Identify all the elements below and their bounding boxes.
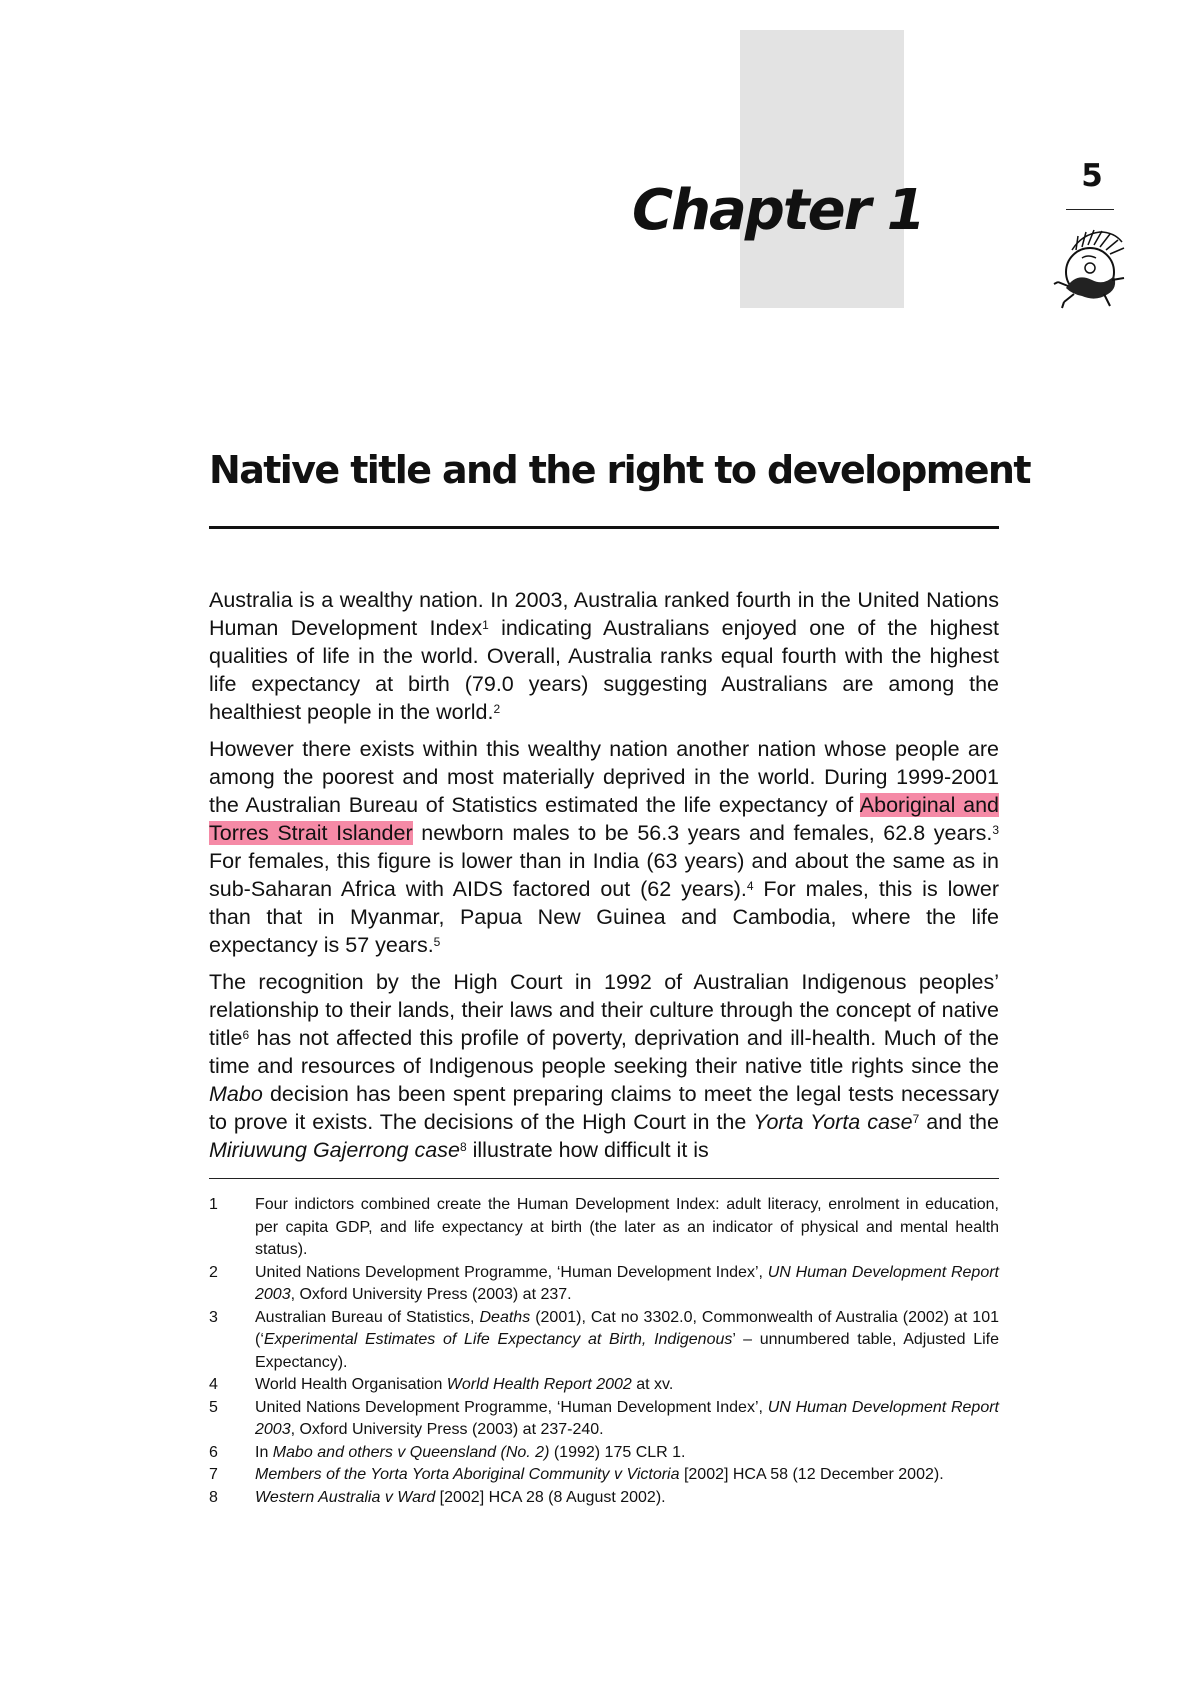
text-run: , Oxford University Press (2003) at 237-240. xyxy=(290,1421,604,1438)
text-run: Four indictors combined create the Human Development Index: adult literacy, enrolment in education, per capita GDP, and life expectancy at birth (the later as an indicator of physical and mental health status). xyxy=(255,1196,999,1258)
footnote-ref: 4 xyxy=(746,879,754,893)
text-run: (2001), Cat no 3302.0, Commonwealth of Australia (2002) at 101 (‘ xyxy=(255,1308,999,1348)
italic-title: Members of the Yorta Yorta Aboriginal Community v Victoria xyxy=(255,1466,680,1483)
text-run: For males, this is lower than that in Myanmar, Papua New Guinea and Cambodia, where the life expectancy is 57 years. xyxy=(209,877,999,957)
footnote-divider xyxy=(209,1178,999,1179)
text-run: newborn males to be 56.3 years and females, 62.8 years. xyxy=(412,821,993,845)
footnote-text xyxy=(255,1464,999,1487)
footnote-number: 6 xyxy=(209,1443,218,1461)
footnotes xyxy=(209,1194,999,1509)
footnote-number: 8 xyxy=(209,1488,218,1506)
text-run: indicating Australians enjoyed one of the highest qualities of life in the world. Overall, Australia ranks equal fourth with the highest life expectancy at birth (79.0 years) suggesting Australians are among the healthiest people in the world. xyxy=(209,616,1000,724)
footnote xyxy=(209,1307,999,1375)
text-run: (1992) 175 CLR 1. xyxy=(549,1443,686,1461)
text-run: has not affected this profile of poverty, deprivation and ill-health. Much of the time and resources of Indigenous people seeking their native title rights since the xyxy=(209,1026,999,1078)
paragraph xyxy=(209,586,999,726)
text-run: For females, this figure is lower than in India (63 years) and about the same as in sub-Saharan Africa with AIDS factored out (62 years). xyxy=(209,849,999,901)
text-run: Australian Bureau of Statistics, xyxy=(255,1308,480,1326)
footnote-text xyxy=(255,1487,999,1510)
footnote-ref: 7 xyxy=(912,1112,920,1126)
text-run: However there exists within this wealthy nation another nation whose people are among the poorest and most materially deprived in the world. During 1999-2001 the Australian Bureau of Statistics estimated the life expectancy of xyxy=(209,737,999,817)
footnote-ref: 1 xyxy=(482,618,489,632)
footnote-text xyxy=(255,1307,999,1375)
footnote-number: 1 xyxy=(209,1196,218,1213)
chapter-tab-background xyxy=(740,30,904,308)
text-run: at xv. xyxy=(631,1376,674,1393)
footnote xyxy=(209,1487,999,1510)
text-run: and the xyxy=(919,1110,999,1134)
italic-title: Deaths xyxy=(479,1308,531,1326)
chapter-label: Chapter 1 xyxy=(632,178,924,243)
footnote xyxy=(209,1442,999,1465)
footnote xyxy=(209,1397,999,1442)
text-run: In xyxy=(255,1443,273,1461)
footnote-text xyxy=(255,1397,999,1442)
footnote-text xyxy=(255,1194,999,1262)
footnote-number: 3 xyxy=(209,1308,218,1326)
footnote-number: 5 xyxy=(209,1398,218,1416)
text-run: decision has been spent preparing claims to meet the legal tests necessary to prove it exists. The decisions of the High Court in the xyxy=(209,1082,999,1134)
footnote-ref: 5 xyxy=(433,935,441,949)
italic-case-name: Mabo xyxy=(209,1082,263,1106)
lizard-emblem-icon xyxy=(1052,228,1128,312)
text-run: ’ – unnumbered table, Adjusted Life Expectancy). xyxy=(255,1331,1000,1371)
text-run: illustrate how difficult it is xyxy=(466,1138,709,1162)
highlighted-text: Aboriginal and Torres Strait Islander xyxy=(209,793,999,845)
italic-title: World Health Report 2002 xyxy=(446,1376,632,1393)
text-run: [2002] HCA 58 (12 December 2002). xyxy=(679,1466,944,1483)
italic-case-name: Miriuwung Gajerrong case xyxy=(209,1138,460,1162)
footnote-ref: 6 xyxy=(242,1028,250,1042)
body-text xyxy=(209,586,999,1173)
footnote xyxy=(209,1464,999,1487)
text-run: , Oxford University Press (2003) at 237. xyxy=(290,1286,572,1303)
footnote-ref: 2 xyxy=(493,702,501,716)
footnote xyxy=(209,1374,999,1397)
italic-title: Western Australia v Ward xyxy=(255,1488,436,1506)
footnote-number: 2 xyxy=(209,1263,218,1281)
text-run: Australia is a wealthy nation. In 2003, Australia ranked fourth in the United Nations Human Development Index xyxy=(209,588,999,640)
footnote-text xyxy=(255,1374,999,1397)
text-run: World Health Organisation xyxy=(255,1376,447,1393)
italic-title: UN Human Development Report 2003 xyxy=(255,1263,999,1303)
text-run: [2002] HCA 28 (8 August 2002). xyxy=(435,1488,666,1506)
footnote xyxy=(209,1194,999,1262)
paragraph xyxy=(209,968,999,1164)
page-number-rule xyxy=(1066,209,1114,210)
footnote-text xyxy=(255,1262,999,1307)
italic-title: UN Human Development Report 2003 xyxy=(255,1398,999,1438)
italic-title: Experimental Estimates of Life Expectancy at Birth, Indigenous xyxy=(263,1331,733,1348)
footnote-text xyxy=(255,1442,999,1465)
text-run: The recognition by the High Court in 1992 of Australian Indigenous peoples’ relationship to their lands, their laws and their culture through the concept of native title xyxy=(209,970,999,1050)
document-title: Native title and the right to development xyxy=(209,448,1030,492)
page-number: 5 xyxy=(1081,158,1103,194)
footnote-number: 4 xyxy=(209,1376,218,1393)
title-divider xyxy=(209,526,999,529)
footnote-number: 7 xyxy=(209,1466,218,1483)
italic-case-name: Yorta Yorta case xyxy=(753,1110,913,1134)
footnote-ref: 3 xyxy=(992,823,999,837)
text-run: United Nations Development Programme, ‘Human Development Index’, xyxy=(255,1398,768,1416)
footnote-ref: 8 xyxy=(459,1140,467,1154)
text-run: United Nations Development Programme, ‘Human Development Index’, xyxy=(255,1263,768,1281)
paragraph xyxy=(209,735,999,959)
italic-title: Mabo and others v Queensland (No. 2) xyxy=(272,1443,550,1461)
footnote xyxy=(209,1262,999,1307)
